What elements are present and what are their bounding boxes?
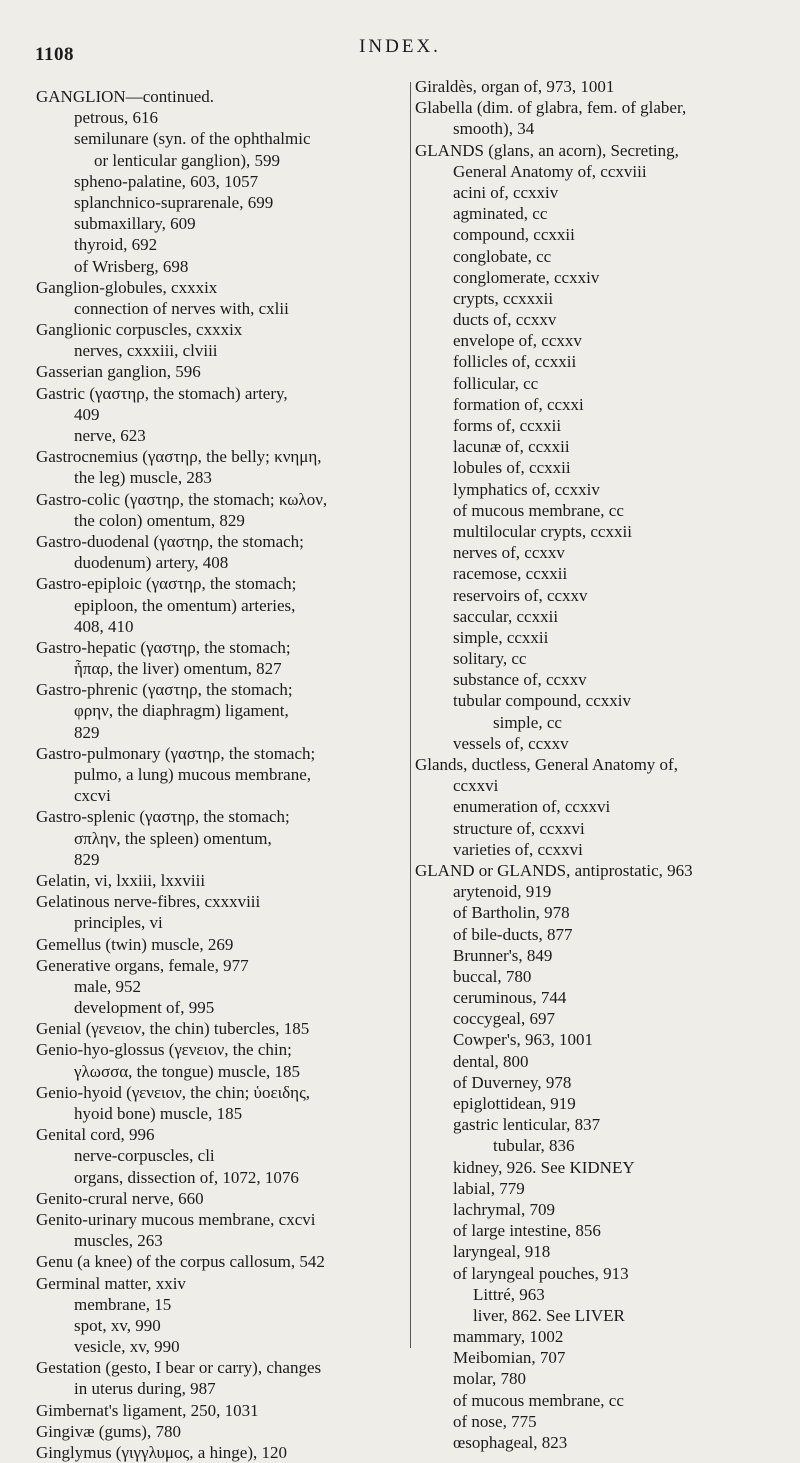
index-entry: enumeration of, ccxxvi — [453, 797, 611, 817]
index-entry: 409 — [74, 404, 100, 424]
index-entry: nerves, cxxxiii, clviii — [74, 341, 218, 361]
index-entry: ducts of, ccxxv — [453, 310, 557, 330]
index-entry: Gastro-splenic (γαστηρ, the stomach; — [36, 807, 290, 827]
index-entry: Gastrocnemius (γαστηρ, the belly; κνημη, — [36, 447, 322, 467]
index-entry: vessels of, ccxxv — [453, 733, 569, 753]
index-entry: General Anatomy of, ccxviii — [453, 161, 647, 181]
index-entry: Genito-crural nerve, 660 — [36, 1188, 204, 1208]
index-entry: Brunner's, 849 — [453, 945, 553, 965]
index-entry: formation of, ccxxi — [453, 394, 584, 414]
index-entry: nerves of, ccxxv — [453, 543, 565, 563]
index-entry: simple, cc — [493, 712, 562, 732]
index-entry: Genial (γενειον, the chin) tubercles, 185 — [36, 1019, 310, 1039]
index-entry: Genio-hyoid (γενειον, the chin; ὑοειδης, — [36, 1082, 311, 1102]
index-entry: Gastro-duodenal (γαστηρ, the stomach; — [36, 531, 304, 551]
index-entry: œsophageal, 823 — [453, 1433, 568, 1452]
index-entry: of mucous membrane, cc — [453, 500, 624, 520]
index-entry: tubular, 836 — [493, 1136, 575, 1156]
right-column — [415, 76, 795, 1453]
index-entry: GLAND or GLANDS, antiprostatic, 963 — [415, 860, 693, 880]
index-entry: arytenoid, 919 — [453, 882, 552, 902]
index-entry: nerve-corpuscles, cli — [74, 1146, 215, 1166]
index-entry: hyoid bone) muscle, 185 — [74, 1104, 243, 1123]
index-entry: varieties of, ccxxvi — [453, 839, 583, 859]
index-entry: Gastro-epiploic (γαστηρ, the stomach; — [36, 574, 297, 594]
index-entry: of Bartholin, 978 — [453, 903, 570, 923]
index-entry: buccal, 780 — [453, 966, 532, 986]
index-entry: simple, ccxxii — [453, 627, 549, 647]
index-entry: ccxxvi — [453, 776, 499, 796]
index-entry: of mucous membrane, cc — [453, 1390, 624, 1410]
index-entry: molar, 780 — [453, 1369, 526, 1389]
index-entry: ἧπαρ, the liver) omentum, 827 — [74, 659, 282, 679]
index-entry: multilocular crypts, ccxxii — [453, 521, 632, 541]
index-entry: ceruminous, 744 — [453, 988, 567, 1008]
index-entry: lachrymal, 709 — [453, 1199, 555, 1219]
index-entry: spheno-palatine, 603, 1057 — [74, 171, 259, 191]
index-entry: Gelatinous nerve-fibres, cxxxviii — [36, 892, 261, 912]
index-entry: GANGLION—continued. — [36, 87, 214, 106]
index-entry: dental, 800 — [453, 1051, 529, 1071]
index-entry: of large intestine, 856 — [453, 1221, 601, 1241]
index-entry: smooth), 34 — [453, 119, 535, 139]
index-entry: of Wrisberg, 698 — [74, 256, 189, 276]
index-entry: Gastro-colic (γαστηρ, the stomach; κωλον, — [36, 489, 328, 509]
index-entry: Ginglymus (γιγγλυμος, a hinge), 120 — [36, 1443, 288, 1462]
index-entry: the colon) omentum, 829 — [74, 510, 245, 530]
page-number: 1108 — [35, 44, 74, 65]
index-entry: Gastro-pulmonary (γαστηρ, the stomach; — [36, 743, 316, 763]
index-entry: epiglottidean, 919 — [453, 1094, 576, 1113]
index-entry: semilunare (syn. of the ophthalmic — [74, 129, 311, 149]
index-entry: mammary, 1002 — [453, 1327, 564, 1347]
index-entry: compound, ccxxii — [453, 225, 575, 245]
index-entry: Gemellus (twin) muscle, 269 — [36, 934, 234, 954]
index-entry: acini of, ccxxiv — [453, 182, 559, 202]
index-entry: saccular, ccxxii — [453, 606, 559, 626]
index-entry: Gelatin, vi, lxxiii, lxxviii — [36, 870, 206, 890]
index-entry: epiploon, the omentum) arteries, — [74, 595, 296, 615]
index-entry: φρην, the diaphragm) ligament, — [74, 701, 289, 721]
index-entry: 408, 410 — [74, 616, 134, 636]
index-entry: of nose, 775 — [453, 1411, 537, 1431]
index-entry: follicles of, ccxxii — [453, 352, 577, 372]
index-entry: laryngeal, 918 — [453, 1242, 551, 1262]
index-entry: male, 952 — [74, 976, 142, 996]
index-entry: organs, dissection of, 1072, 1076 — [74, 1167, 299, 1187]
index-entry: Gastro-hepatic (γαστηρ, the stomach; — [36, 637, 291, 657]
index-entry: agminated, cc — [453, 204, 548, 224]
index-entry: vesicle, xv, 990 — [74, 1337, 180, 1357]
index-entry: splanchnico-suprarenale, 699 — [74, 192, 274, 212]
index-entry: of laryngeal pouches, 913 — [453, 1263, 629, 1283]
index-entry: submaxillary, 609 — [74, 214, 196, 234]
index-entry: γλωσσα, the tongue) muscle, 185 — [74, 1061, 301, 1081]
index-entry: Giraldès, organ of, 973, 1001 — [415, 77, 615, 96]
index-entry: follicular, cc — [453, 373, 539, 393]
index-entry: 829 — [74, 849, 100, 869]
index-entry: Generative organs, female, 977 — [36, 955, 249, 975]
index-entry: muscles, 263 — [74, 1231, 163, 1251]
index-entry: substance of, ccxxv — [453, 670, 587, 690]
index-entry: spot, xv, 990 — [74, 1315, 161, 1335]
index-entry: cxcvi — [74, 786, 111, 806]
index-entry: Ganglion-globules, cxxxix — [36, 277, 218, 297]
running-head: INDEX. — [359, 36, 441, 57]
index-entry: connection of nerves with, cxlii — [74, 298, 289, 318]
index-entry: duodenum) artery, 408 — [74, 553, 229, 573]
index-entry: reservoirs of, ccxxv — [453, 585, 588, 605]
index-entry: Cowper's, 963, 1001 — [453, 1030, 594, 1050]
index-entry: membrane, 15 — [74, 1294, 172, 1314]
index-entry: crypts, ccxxxii — [453, 288, 554, 308]
index-entry: kidney, 926. See KIDNEY — [453, 1157, 635, 1177]
index-entry: Germinal matter, xxiv — [36, 1273, 186, 1293]
index-entry: Gastro-phrenic (γαστηρ, the stomach; — [36, 680, 293, 700]
index-entry: Genio-hyo-glossus (γενειον, the chin; — [36, 1040, 292, 1060]
index-entry: Genito-urinary mucous membrane, cxcvi — [36, 1209, 316, 1229]
index-entry: liver, 862. See LIVER — [473, 1305, 625, 1325]
index-entry: Meibomian, 707 — [453, 1348, 566, 1368]
index-entry: Gasserian ganglion, 596 — [36, 362, 201, 382]
index-entry: gastric lenticular, 837 — [453, 1115, 601, 1135]
column-divider — [410, 82, 411, 1348]
index-entry: tubular compound, ccxxiv — [453, 691, 631, 711]
left-column — [36, 86, 406, 1463]
index-entry: Gastric (γαστηρ, the stomach) artery, — [36, 383, 288, 403]
index-entry: σπλην, the spleen) omentum, — [74, 828, 272, 848]
index-entry: conglobate, cc — [453, 246, 552, 266]
index-entry: principles, vi — [74, 913, 163, 933]
index-entry: GLANDS (glans, an acorn), Secreting, — [415, 140, 679, 160]
index-entry: Glands, ductless, General Anatomy of, — [415, 755, 678, 774]
index-entry: of bile-ducts, 877 — [453, 924, 573, 944]
index-entry: thyroid, 692 — [74, 235, 158, 255]
index-entry: the leg) muscle, 283 — [74, 468, 212, 488]
index-entry: pulmo, a lung) mucous membrane, — [74, 765, 312, 784]
index-entry: nerve, 623 — [74, 426, 146, 445]
index-entry: Gestation (gesto, I bear or carry), changes — [36, 1358, 322, 1378]
index-entry: petrous, 616 — [74, 108, 159, 128]
index-entry: lacunæ of, ccxxii — [453, 437, 570, 457]
index-entry: coccygeal, 697 — [453, 1009, 555, 1029]
index-entry: lymphatics of, ccxxiv — [453, 479, 600, 499]
index-entry: or lenticular ganglion), 599 — [94, 150, 281, 170]
index-entry: in uterus during, 987 — [74, 1379, 216, 1399]
index-entry: Glabella (dim. of glabra, fem. of glaber, — [415, 98, 687, 118]
index-entry: development of, 995 — [74, 998, 215, 1018]
index-entry: 829 — [74, 722, 100, 742]
index-entry: solitary, cc — [453, 649, 527, 669]
index-entry: Gimbernat's ligament, 250, 1031 — [36, 1400, 259, 1420]
index-entry: of Duverney, 978 — [453, 1072, 572, 1092]
index-entry: envelope of, ccxxv — [453, 331, 582, 351]
index-entry: conglomerate, ccxxiv — [453, 267, 600, 287]
index-entry: Littré, 963 — [473, 1284, 545, 1304]
index-entry: structure of, ccxxvi — [453, 818, 585, 838]
index-entry: Gingivæ (gums), 780 — [36, 1421, 181, 1441]
index-entry: Ganglionic corpuscles, cxxxix — [36, 320, 243, 340]
index-entry: lobules of, ccxxii — [453, 458, 571, 478]
index-entry: racemose, ccxxii — [453, 564, 568, 584]
index-entry: labial, 779 — [453, 1178, 525, 1198]
index-entry: Genital cord, 996 — [36, 1125, 155, 1145]
index-entry: forms of, ccxxii — [453, 416, 562, 435]
index-entry: Genu (a knee) of the corpus callosum, 542 — [36, 1252, 325, 1272]
